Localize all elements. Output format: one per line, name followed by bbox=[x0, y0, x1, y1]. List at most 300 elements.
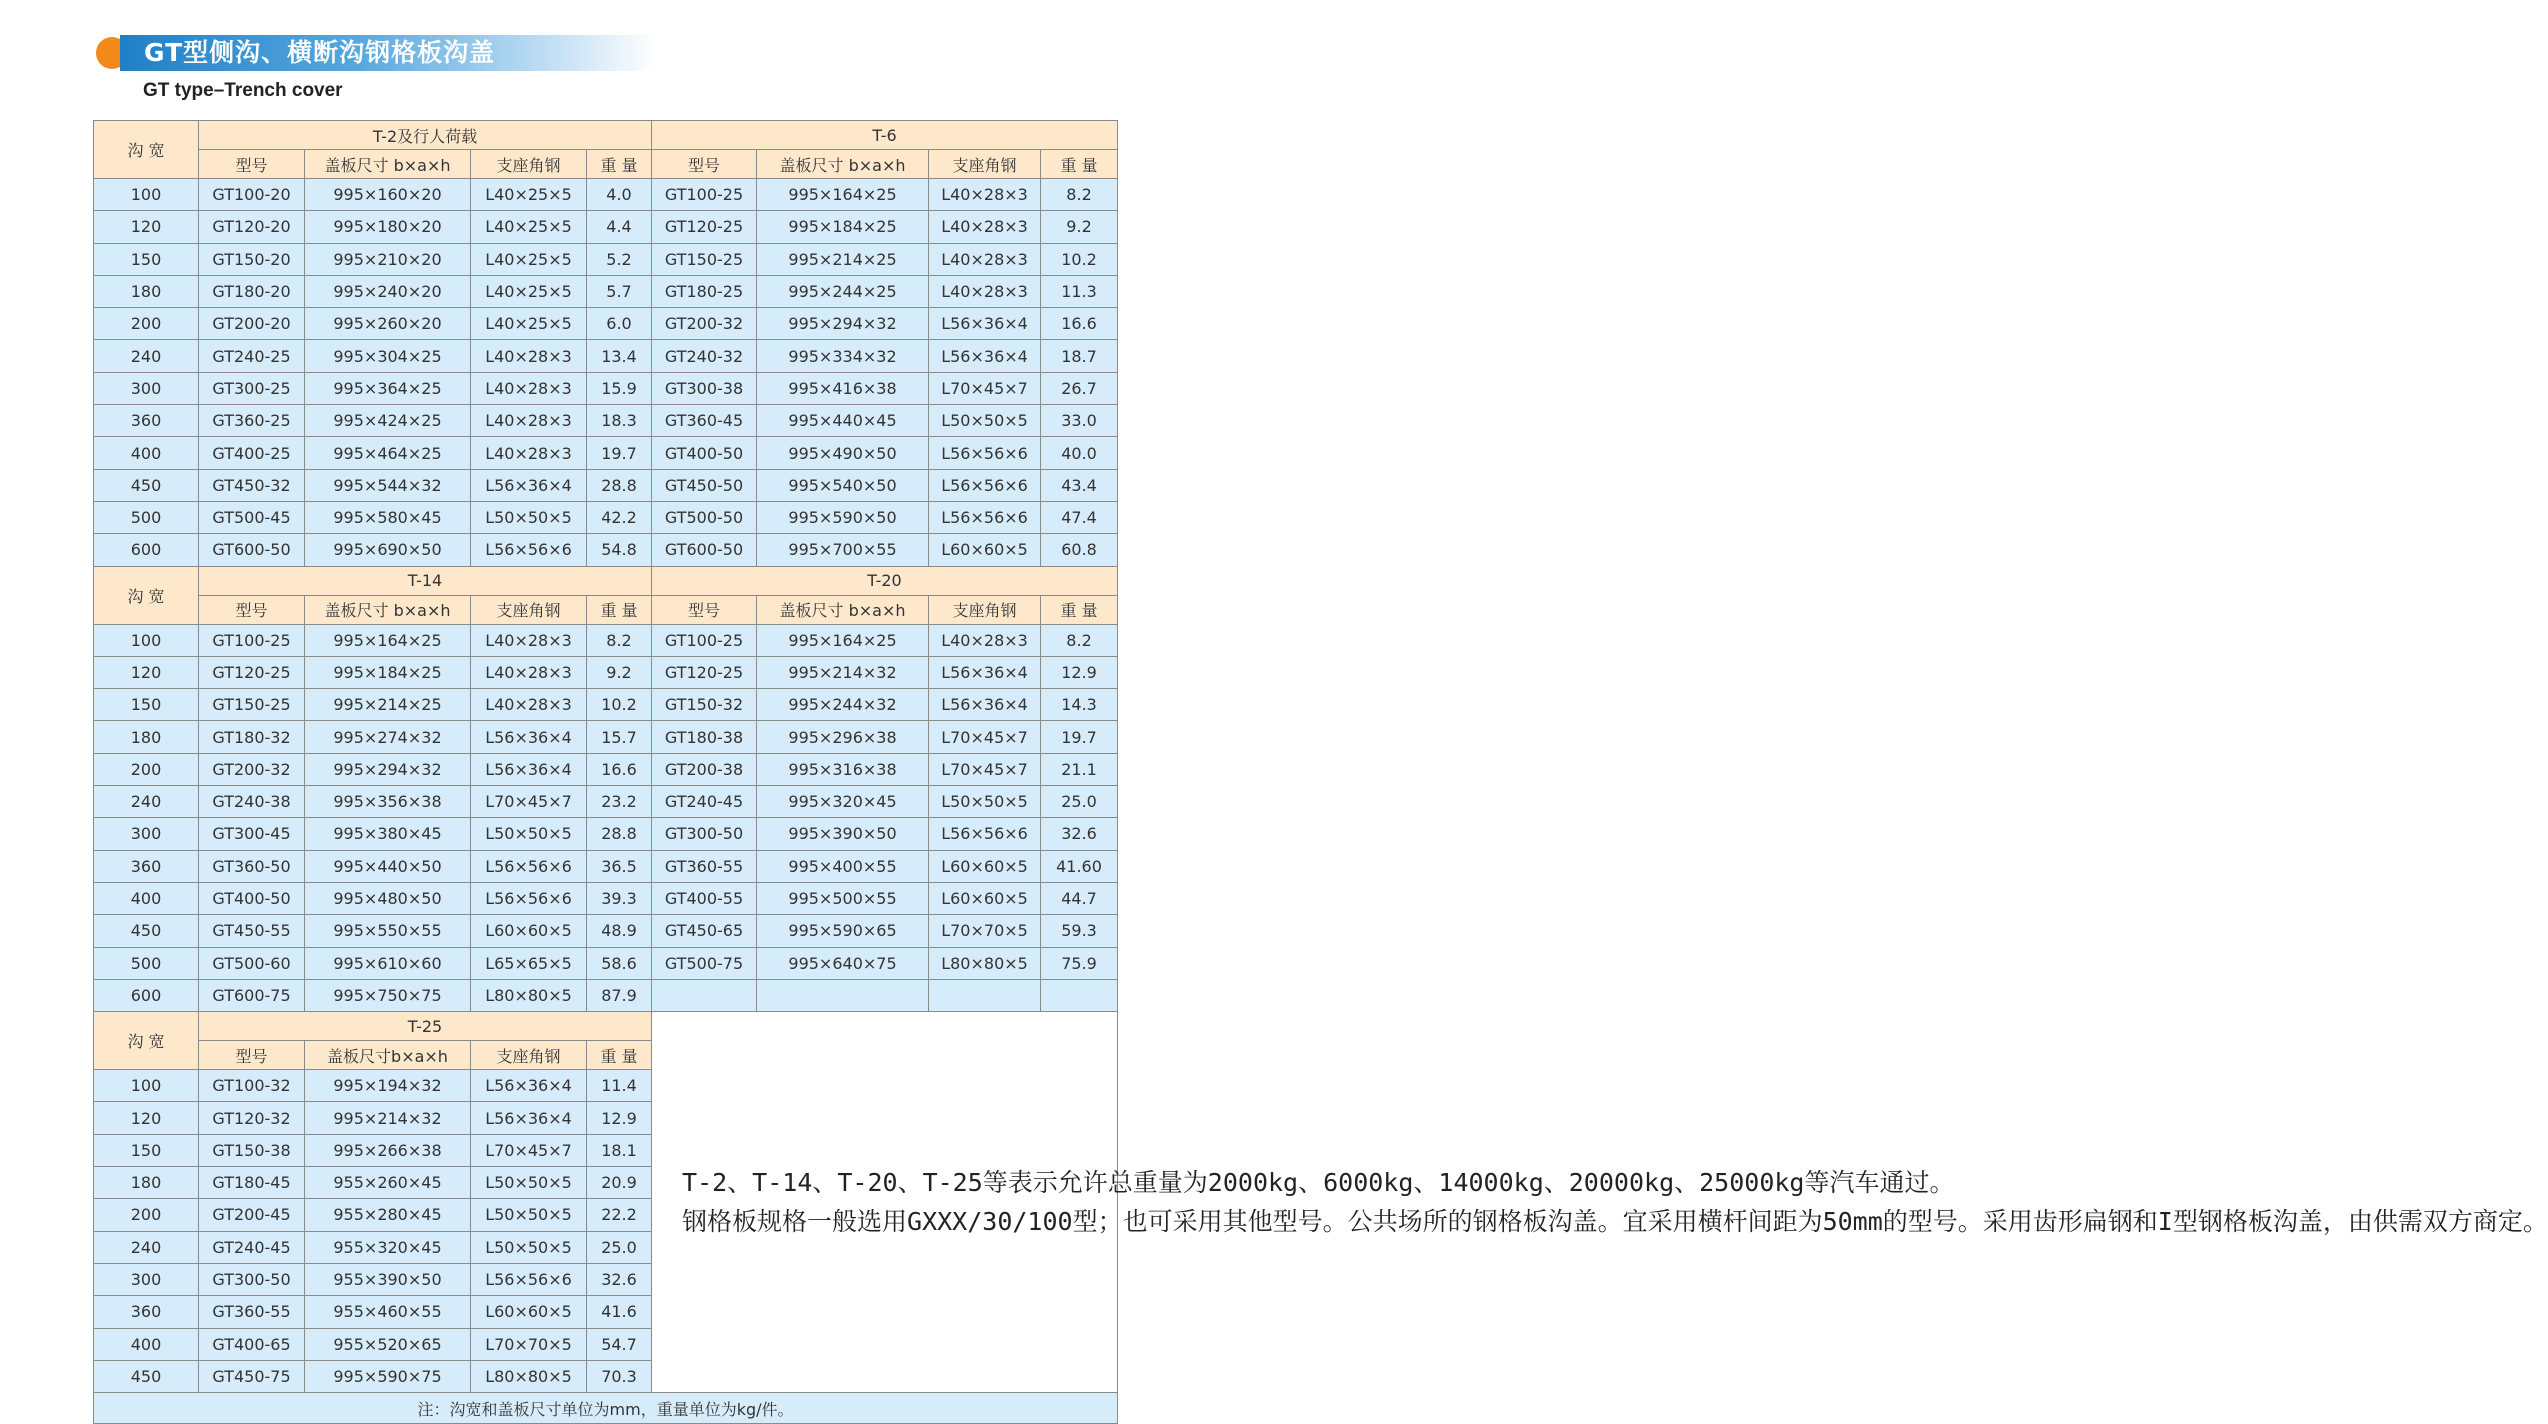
width-cell: 500 bbox=[94, 947, 199, 979]
data-cell: 995×380×45 bbox=[305, 818, 471, 850]
width-cell: 400 bbox=[94, 437, 199, 469]
width-cell: 400 bbox=[94, 1328, 199, 1360]
data-cell: GT150-32 bbox=[652, 689, 757, 721]
data-cell: L56×36×4 bbox=[471, 1070, 587, 1102]
data-cell: GT500-75 bbox=[652, 947, 757, 979]
data-cell: 33.0 bbox=[1041, 405, 1118, 437]
data-cell: 995×294×32 bbox=[757, 308, 929, 340]
data-cell: 995×180×20 bbox=[305, 211, 471, 243]
table-row bbox=[94, 437, 1118, 469]
data-cell: 995×500×55 bbox=[757, 882, 929, 914]
data-cell: GT120-20 bbox=[199, 211, 305, 243]
data-cell: 995×160×20 bbox=[305, 179, 471, 211]
data-cell: L40×28×3 bbox=[471, 405, 587, 437]
data-cell: 995×334×32 bbox=[757, 340, 929, 372]
data-cell: GT360-25 bbox=[199, 405, 305, 437]
load-class-title: T-6 bbox=[652, 121, 1118, 150]
group-header-row bbox=[94, 1012, 1118, 1041]
data-cell: 995×296×38 bbox=[757, 721, 929, 753]
width-cell: 450 bbox=[94, 915, 199, 947]
data-cell: L70×45×7 bbox=[929, 372, 1041, 404]
data-cell: 995×244×25 bbox=[757, 275, 929, 307]
data-cell: 995×320×45 bbox=[757, 786, 929, 818]
data-cell: 995×356×38 bbox=[305, 786, 471, 818]
data-cell: L56×36×4 bbox=[471, 469, 587, 501]
data-cell: 995×690×50 bbox=[305, 534, 471, 566]
data-cell: 12.9 bbox=[1041, 656, 1118, 688]
data-cell: 995×590×50 bbox=[757, 501, 929, 533]
data-cell: 13.4 bbox=[587, 340, 652, 372]
width-cell: 180 bbox=[94, 1167, 199, 1199]
data-cell: 995×184×25 bbox=[757, 211, 929, 243]
data-cell: GT150-20 bbox=[199, 243, 305, 275]
trench-cover-table bbox=[93, 120, 2548, 1424]
data-cell: L50×50×5 bbox=[929, 786, 1041, 818]
width-cell: 600 bbox=[94, 979, 199, 1011]
data-cell: L80×80×5 bbox=[471, 1360, 587, 1392]
data-cell: GT400-55 bbox=[652, 882, 757, 914]
data-cell: GT100-25 bbox=[199, 624, 305, 656]
data-cell: L80×80×5 bbox=[929, 947, 1041, 979]
model-header: 型号 bbox=[652, 150, 757, 179]
table-row bbox=[94, 469, 1118, 501]
data-cell: L40×28×3 bbox=[471, 372, 587, 404]
data-cell: L40×28×3 bbox=[471, 340, 587, 372]
data-cell: 955×460×55 bbox=[305, 1296, 471, 1328]
weight-header: 重 量 bbox=[1041, 595, 1118, 624]
data-cell: 995×400×55 bbox=[757, 850, 929, 882]
data-cell: L56×56×6 bbox=[471, 534, 587, 566]
data-cell: GT360-45 bbox=[652, 405, 757, 437]
data-cell: 54.8 bbox=[587, 534, 652, 566]
table-row bbox=[94, 179, 1118, 211]
data-cell: 995×440×45 bbox=[757, 405, 929, 437]
load-class-title: T-14 bbox=[199, 566, 652, 595]
width-cell: 300 bbox=[94, 1263, 199, 1295]
width-cell: 180 bbox=[94, 275, 199, 307]
width-cell: 240 bbox=[94, 786, 199, 818]
data-cell: 59.3 bbox=[1041, 915, 1118, 947]
width-cell: 100 bbox=[94, 179, 199, 211]
data-cell: 955×320×45 bbox=[305, 1231, 471, 1263]
data-cell: 995×440×50 bbox=[305, 850, 471, 882]
data-cell: GT240-25 bbox=[199, 340, 305, 372]
data-cell: 9.2 bbox=[587, 656, 652, 688]
width-cell: 360 bbox=[94, 405, 199, 437]
data-cell: 995×244×32 bbox=[757, 689, 929, 721]
data-cell: 4.0 bbox=[587, 179, 652, 211]
width-cell: 360 bbox=[94, 1296, 199, 1328]
data-cell: L70×70×5 bbox=[929, 915, 1041, 947]
column-header-row bbox=[94, 150, 1118, 179]
data-cell: L50×50×5 bbox=[471, 1199, 587, 1231]
data-cell: 12.9 bbox=[587, 1102, 652, 1134]
data-cell: GT200-20 bbox=[199, 308, 305, 340]
data-cell: L60×60×5 bbox=[471, 1296, 587, 1328]
data-cell: L56×56×6 bbox=[471, 882, 587, 914]
angle-header: 支座角钢 bbox=[471, 595, 587, 624]
data-cell: 15.9 bbox=[587, 372, 652, 404]
data-cell: 43.4 bbox=[1041, 469, 1118, 501]
data-cell: GT450-32 bbox=[199, 469, 305, 501]
data-cell: 15.7 bbox=[587, 721, 652, 753]
table-row bbox=[94, 753, 1118, 785]
data-cell: GT400-50 bbox=[652, 437, 757, 469]
data-cell: 28.8 bbox=[587, 818, 652, 850]
data-cell: GT450-75 bbox=[199, 1360, 305, 1392]
data-cell: 995×480×50 bbox=[305, 882, 471, 914]
table-row bbox=[94, 243, 1118, 275]
data-cell: 8.2 bbox=[1041, 179, 1118, 211]
width-cell: 100 bbox=[94, 1070, 199, 1102]
data-cell: GT300-50 bbox=[652, 818, 757, 850]
data-cell: 21.1 bbox=[1041, 753, 1118, 785]
width-cell: 450 bbox=[94, 469, 199, 501]
data-cell: L40×28×3 bbox=[471, 689, 587, 721]
data-cell: 41.6 bbox=[587, 1296, 652, 1328]
page-title: GT型侧沟、横断沟钢格板沟盖 bbox=[144, 38, 496, 67]
data-cell: 60.8 bbox=[1041, 534, 1118, 566]
width-cell: 300 bbox=[94, 818, 199, 850]
data-cell: L56×56×6 bbox=[929, 818, 1041, 850]
data-cell: L56×56×6 bbox=[929, 437, 1041, 469]
angle-header: 支座角钢 bbox=[471, 1041, 587, 1070]
data-cell: GT450-50 bbox=[652, 469, 757, 501]
data-cell: GT120-25 bbox=[652, 656, 757, 688]
data-cell: L56×36×4 bbox=[929, 689, 1041, 721]
table-row bbox=[94, 947, 1118, 979]
width-cell: 150 bbox=[94, 1134, 199, 1166]
data-cell: L80×80×5 bbox=[471, 979, 587, 1011]
data-cell: 47.4 bbox=[1041, 501, 1118, 533]
data-cell: 16.6 bbox=[1041, 308, 1118, 340]
data-cell: L56×36×4 bbox=[471, 1102, 587, 1134]
data-cell: L40×25×5 bbox=[471, 211, 587, 243]
data-cell: GT400-25 bbox=[199, 437, 305, 469]
data-cell: 54.7 bbox=[587, 1328, 652, 1360]
data-cell: L56×36×4 bbox=[929, 340, 1041, 372]
data-cell: 36.5 bbox=[587, 850, 652, 882]
data-cell: 5.7 bbox=[587, 275, 652, 307]
width-cell: 400 bbox=[94, 882, 199, 914]
data-cell: 18.7 bbox=[1041, 340, 1118, 372]
data-cell: 26.7 bbox=[1041, 372, 1118, 404]
data-cell: L40×28×3 bbox=[471, 624, 587, 656]
footnote-row bbox=[94, 1393, 1118, 1424]
data-cell: 42.2 bbox=[587, 501, 652, 533]
data-cell: L50×50×5 bbox=[929, 405, 1041, 437]
data-cell: 19.7 bbox=[1041, 721, 1118, 753]
data-cell: 39.3 bbox=[587, 882, 652, 914]
table-row bbox=[94, 308, 1118, 340]
weight-header: 重 量 bbox=[587, 595, 652, 624]
data-cell: L50×50×5 bbox=[471, 501, 587, 533]
data-cell: GT500-50 bbox=[652, 501, 757, 533]
data-cell: 19.7 bbox=[587, 437, 652, 469]
data-cell: 32.6 bbox=[1041, 818, 1118, 850]
data-cell: GT240-45 bbox=[652, 786, 757, 818]
data-cell: 11.4 bbox=[587, 1070, 652, 1102]
data-cell: GT180-20 bbox=[199, 275, 305, 307]
data-cell: 995×424×25 bbox=[305, 405, 471, 437]
data-cell: L56×56×6 bbox=[471, 1263, 587, 1295]
table-row bbox=[94, 534, 1118, 566]
model-header: 型号 bbox=[199, 595, 305, 624]
table-row bbox=[94, 979, 1118, 1011]
model-header: 型号 bbox=[652, 595, 757, 624]
data-cell: GT120-25 bbox=[199, 656, 305, 688]
data-cell: 995×184×25 bbox=[305, 656, 471, 688]
data-cell: 995×260×20 bbox=[305, 308, 471, 340]
data-cell: L40×25×5 bbox=[471, 243, 587, 275]
group-header-row bbox=[94, 121, 1118, 150]
data-cell: 25.0 bbox=[1041, 786, 1118, 818]
data-cell bbox=[757, 979, 929, 1011]
width-header: 沟 宽 bbox=[94, 566, 199, 624]
data-cell: 11.3 bbox=[1041, 275, 1118, 307]
weight-header: 重 量 bbox=[587, 1041, 652, 1070]
table-row bbox=[94, 624, 1118, 656]
data-cell: 955×520×65 bbox=[305, 1328, 471, 1360]
data-cell: L40×28×3 bbox=[929, 179, 1041, 211]
data-cell: 4.4 bbox=[587, 211, 652, 243]
table-row bbox=[94, 656, 1118, 688]
size-header: 盖板尺寸 b×a×h bbox=[305, 595, 471, 624]
data-cell: 18.1 bbox=[587, 1134, 652, 1166]
data-cell: L70×45×7 bbox=[471, 786, 587, 818]
data-cell: L50×50×5 bbox=[471, 1231, 587, 1263]
data-cell: GT150-38 bbox=[199, 1134, 305, 1166]
data-cell: 10.2 bbox=[587, 689, 652, 721]
data-cell: GT120-25 bbox=[652, 211, 757, 243]
data-cell: 995×416×38 bbox=[757, 372, 929, 404]
data-cell: 995×214×32 bbox=[305, 1102, 471, 1134]
load-class-title: T-20 bbox=[652, 566, 1118, 595]
size-header: 盖板尺寸 b×a×h bbox=[305, 150, 471, 179]
data-cell: L60×60×5 bbox=[929, 850, 1041, 882]
width-cell: 120 bbox=[94, 656, 199, 688]
section-title-bar bbox=[96, 33, 656, 73]
data-cell: GT150-25 bbox=[199, 689, 305, 721]
remark-paragraph-2: 钢格板规格一般选用GXXX/30/100型；也可采用其他型号。公共场所的钢格板沟盖。宜采用横杆间距为50mm的型号。采用齿形扁钢和I型钢格板沟盖，由供需双方商定。 bbox=[682, 1207, 2548, 1237]
data-cell: GT180-45 bbox=[199, 1167, 305, 1199]
data-cell: GT300-25 bbox=[199, 372, 305, 404]
width-cell: 240 bbox=[94, 1231, 199, 1263]
data-cell: 995×266×38 bbox=[305, 1134, 471, 1166]
data-cell: GT400-65 bbox=[199, 1328, 305, 1360]
page-subtitle: GT type–Trench cover bbox=[143, 80, 343, 101]
data-cell: 995×210×20 bbox=[305, 243, 471, 275]
data-cell: L40×28×3 bbox=[929, 275, 1041, 307]
group-header-row bbox=[94, 566, 1118, 595]
table-row bbox=[94, 786, 1118, 818]
table-row bbox=[94, 340, 1118, 372]
data-cell: 995×700×55 bbox=[757, 534, 929, 566]
data-cell: L40×25×5 bbox=[471, 308, 587, 340]
data-cell: GT100-25 bbox=[652, 179, 757, 211]
data-cell: 955×390×50 bbox=[305, 1263, 471, 1295]
data-cell: L70×45×7 bbox=[929, 721, 1041, 753]
data-cell: GT600-50 bbox=[199, 534, 305, 566]
data-cell: 25.0 bbox=[587, 1231, 652, 1263]
data-cell: 995×590×75 bbox=[305, 1360, 471, 1392]
width-cell: 180 bbox=[94, 721, 199, 753]
data-cell: 48.9 bbox=[587, 915, 652, 947]
data-cell: 995×550×55 bbox=[305, 915, 471, 947]
data-cell: 995×214×25 bbox=[305, 689, 471, 721]
table-row bbox=[94, 721, 1118, 753]
data-cell: 955×280×45 bbox=[305, 1199, 471, 1231]
data-cell: 44.7 bbox=[1041, 882, 1118, 914]
table-row bbox=[94, 818, 1118, 850]
data-cell: L50×50×5 bbox=[471, 818, 587, 850]
data-cell: L56×36×4 bbox=[929, 656, 1041, 688]
data-cell: GT360-55 bbox=[199, 1296, 305, 1328]
data-cell: L60×60×5 bbox=[471, 915, 587, 947]
data-cell: L56×56×6 bbox=[929, 469, 1041, 501]
data-cell: 995×274×32 bbox=[305, 721, 471, 753]
weight-header: 重 量 bbox=[587, 150, 652, 179]
data-cell: L40×28×3 bbox=[929, 243, 1041, 275]
data-cell: 995×164×25 bbox=[305, 624, 471, 656]
data-cell: L40×25×5 bbox=[471, 179, 587, 211]
data-cell: 995×214×25 bbox=[757, 243, 929, 275]
table-row bbox=[94, 405, 1118, 437]
data-cell: GT450-55 bbox=[199, 915, 305, 947]
data-cell: GT360-55 bbox=[652, 850, 757, 882]
data-cell: 995×364×25 bbox=[305, 372, 471, 404]
model-header: 型号 bbox=[199, 1041, 305, 1070]
angle-header: 支座角钢 bbox=[471, 150, 587, 179]
data-cell: GT360-50 bbox=[199, 850, 305, 882]
width-cell: 150 bbox=[94, 243, 199, 275]
data-cell: GT100-20 bbox=[199, 179, 305, 211]
data-cell: 955×260×45 bbox=[305, 1167, 471, 1199]
data-cell: GT180-32 bbox=[199, 721, 305, 753]
data-cell: GT450-65 bbox=[652, 915, 757, 947]
data-cell: GT180-25 bbox=[652, 275, 757, 307]
data-cell: 40.0 bbox=[1041, 437, 1118, 469]
data-cell: 995×240×20 bbox=[305, 275, 471, 307]
data-cell: 16.6 bbox=[587, 753, 652, 785]
data-cell: 41.60 bbox=[1041, 850, 1118, 882]
data-cell: L50×50×5 bbox=[471, 1167, 587, 1199]
data-cell: 14.3 bbox=[1041, 689, 1118, 721]
data-cell: 87.9 bbox=[587, 979, 652, 1011]
data-cell: GT120-32 bbox=[199, 1102, 305, 1134]
data-cell: GT300-38 bbox=[652, 372, 757, 404]
width-cell: 200 bbox=[94, 308, 199, 340]
data-cell: 995×294×32 bbox=[305, 753, 471, 785]
size-header: 盖板尺寸 b×a×h bbox=[757, 150, 929, 179]
data-cell: GT200-32 bbox=[199, 753, 305, 785]
data-cell: 58.6 bbox=[587, 947, 652, 979]
data-cell: 995×640×75 bbox=[757, 947, 929, 979]
data-cell: L40×28×3 bbox=[929, 624, 1041, 656]
data-cell: 995×164×25 bbox=[757, 179, 929, 211]
column-header-row bbox=[94, 595, 1118, 624]
table-row bbox=[94, 372, 1118, 404]
data-cell: GT200-38 bbox=[652, 753, 757, 785]
data-cell: L40×25×5 bbox=[471, 275, 587, 307]
data-cell: GT150-25 bbox=[652, 243, 757, 275]
data-cell: 8.2 bbox=[587, 624, 652, 656]
data-cell: L60×60×5 bbox=[929, 882, 1041, 914]
width-cell: 300 bbox=[94, 372, 199, 404]
data-cell: L70×70×5 bbox=[471, 1328, 587, 1360]
data-cell: 995×610×60 bbox=[305, 947, 471, 979]
data-cell: 995×390×50 bbox=[757, 818, 929, 850]
data-cell: GT200-32 bbox=[652, 308, 757, 340]
remarks-cell bbox=[652, 1012, 2548, 1393]
width-header: 沟 宽 bbox=[94, 1012, 199, 1070]
data-cell: GT600-50 bbox=[652, 534, 757, 566]
data-cell: L60×60×5 bbox=[929, 534, 1041, 566]
data-cell: 995×194×32 bbox=[305, 1070, 471, 1102]
width-cell: 240 bbox=[94, 340, 199, 372]
data-cell: 10.2 bbox=[1041, 243, 1118, 275]
data-cell: 995×540×50 bbox=[757, 469, 929, 501]
footnote: 注：沟宽和盖板尺寸单位为mm，重量单位为kg/件。 bbox=[94, 1393, 1118, 1424]
angle-header: 支座角钢 bbox=[929, 595, 1041, 624]
weight-header: 重 量 bbox=[1041, 150, 1118, 179]
data-cell: 995×214×32 bbox=[757, 656, 929, 688]
data-cell: 995×750×75 bbox=[305, 979, 471, 1011]
table-row bbox=[94, 211, 1118, 243]
data-cell: 32.6 bbox=[587, 1263, 652, 1295]
width-cell: 360 bbox=[94, 850, 199, 882]
data-cell: 995×544×32 bbox=[305, 469, 471, 501]
data-cell: L70×45×7 bbox=[929, 753, 1041, 785]
angle-header: 支座角钢 bbox=[929, 150, 1041, 179]
width-cell: 200 bbox=[94, 753, 199, 785]
width-cell: 120 bbox=[94, 211, 199, 243]
width-cell: 500 bbox=[94, 501, 199, 533]
data-cell: 18.3 bbox=[587, 405, 652, 437]
data-cell: 995×464×25 bbox=[305, 437, 471, 469]
data-cell: 995×490×50 bbox=[757, 437, 929, 469]
data-cell: L70×45×7 bbox=[471, 1134, 587, 1166]
table-row bbox=[94, 689, 1118, 721]
data-cell: GT240-38 bbox=[199, 786, 305, 818]
data-cell bbox=[652, 979, 757, 1011]
table-row bbox=[94, 501, 1118, 533]
data-cell: GT200-45 bbox=[199, 1199, 305, 1231]
table-row bbox=[94, 915, 1118, 947]
remark-paragraph-1: T-2、T-14、T-20、T-25等表示允许总重量为2000kg、6000kg、14000kg、20000kg、25000kg等汽车通过。 bbox=[682, 1168, 1955, 1198]
table-row bbox=[94, 850, 1118, 882]
data-cell: GT300-45 bbox=[199, 818, 305, 850]
data-cell: GT100-25 bbox=[652, 624, 757, 656]
data-cell: L40×28×3 bbox=[471, 656, 587, 688]
data-cell: L56×36×4 bbox=[929, 308, 1041, 340]
data-cell: L40×28×3 bbox=[929, 211, 1041, 243]
data-cell: 995×164×25 bbox=[757, 624, 929, 656]
load-class-title: T-25 bbox=[199, 1012, 652, 1041]
data-cell bbox=[929, 979, 1041, 1011]
data-cell: 6.0 bbox=[587, 308, 652, 340]
data-cell: L56×36×4 bbox=[471, 721, 587, 753]
data-cell: 995×580×45 bbox=[305, 501, 471, 533]
data-cell: GT500-60 bbox=[199, 947, 305, 979]
size-header: 盖板尺寸 b×a×h bbox=[757, 595, 929, 624]
data-cell: 22.2 bbox=[587, 1199, 652, 1231]
load-class-title: T-2及行人荷载 bbox=[199, 121, 652, 150]
data-cell: 5.2 bbox=[587, 243, 652, 275]
data-cell: 70.3 bbox=[587, 1360, 652, 1392]
data-cell: 75.9 bbox=[1041, 947, 1118, 979]
data-cell: 8.2 bbox=[1041, 624, 1118, 656]
